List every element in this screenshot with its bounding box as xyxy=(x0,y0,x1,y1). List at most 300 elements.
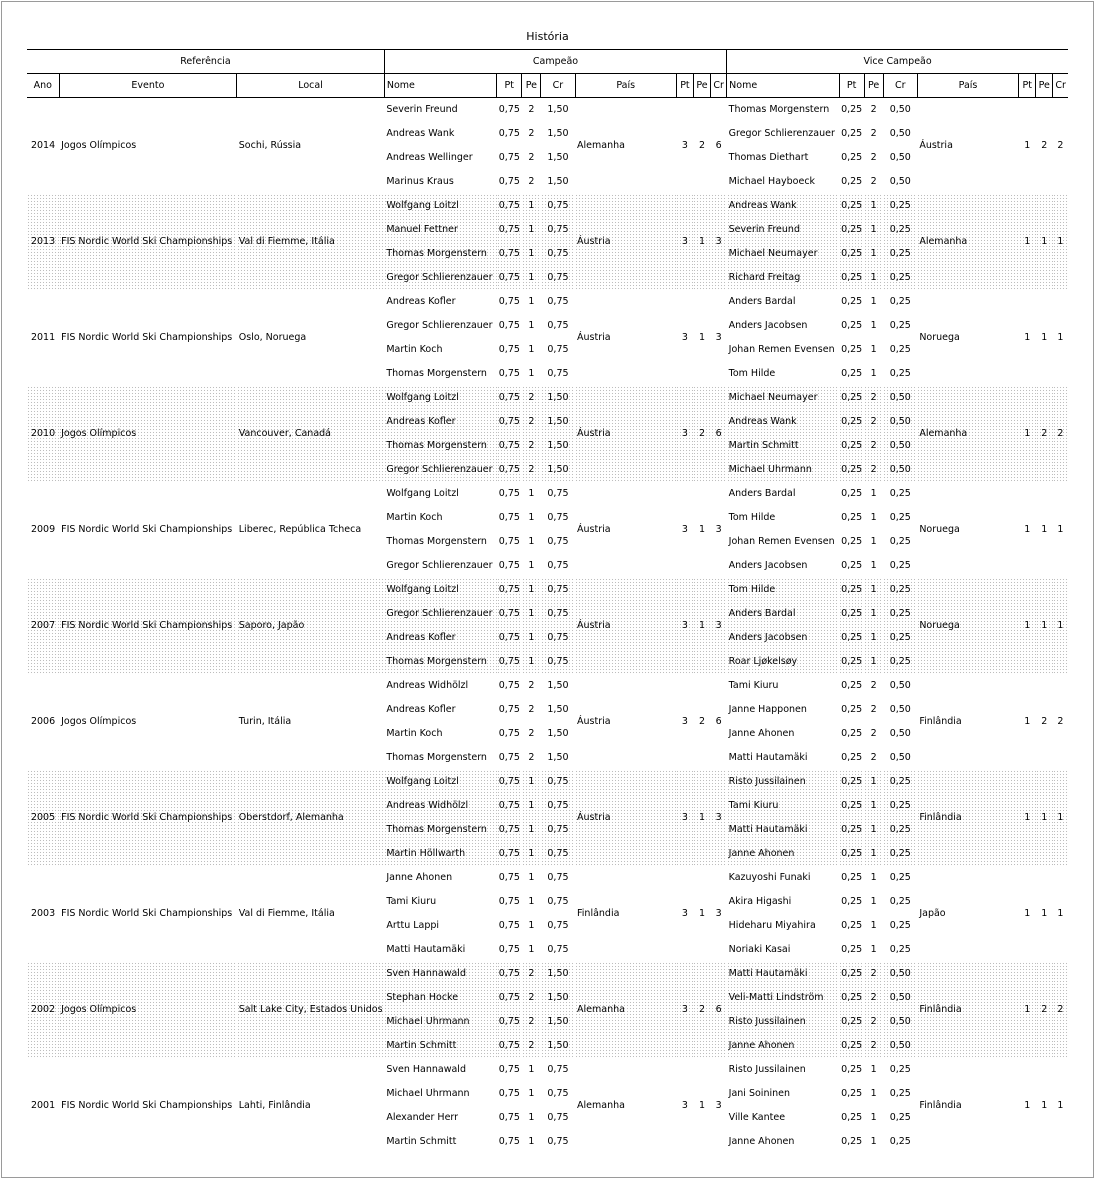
champion-country-cr: 6 xyxy=(715,716,722,727)
runnerup-athlete-pe: 2 xyxy=(864,986,883,1010)
runnerup-country-cr: 1 xyxy=(1057,332,1064,343)
champion-athlete-cr: 0,75 xyxy=(547,1112,569,1123)
col-campeao-pt: Pt xyxy=(497,74,522,98)
runnerup-athlete-name: Johan Remen Evensen xyxy=(728,536,835,547)
runnerup-athlete-pe: 2 xyxy=(864,1010,883,1034)
col-campeao-pais-pe: Pe xyxy=(693,74,710,98)
champion-athlete-pe: 2 xyxy=(528,128,535,139)
champion-country-pe: 1 xyxy=(698,908,705,919)
runnerup-country-cell xyxy=(917,98,1018,194)
runnerup-athlete-pt: 0,25 xyxy=(841,368,863,379)
champion-athlete-name: Martin Schmitt xyxy=(384,1034,496,1058)
runnerup-athlete-cr: 0,25 xyxy=(889,896,911,907)
runnerup-athlete-cr: 0,25 xyxy=(889,296,911,307)
location-cell: Vancouver, Canadá xyxy=(237,386,385,482)
champion-athlete-pe: 2 xyxy=(522,386,541,410)
col-vice-pais-pt: Pt xyxy=(1019,74,1036,98)
champion-athlete-pe: 1 xyxy=(522,794,541,818)
runnerup-athlete-name: Anders Jacobsen xyxy=(728,560,808,571)
champion-athlete-name: Andreas Kofler xyxy=(384,626,496,650)
runnerup-athlete-cr: 0,25 xyxy=(889,1088,911,1099)
runnerup-athlete-pt: 0,25 xyxy=(839,194,864,218)
champion-athlete-pt: 0,75 xyxy=(497,1010,522,1034)
champion-athlete-cr: 0,75 xyxy=(547,1136,569,1147)
champion-country-name: Áustria xyxy=(577,812,611,823)
runnerup-athlete-name: Roar Ljøkelsøy xyxy=(727,650,839,674)
runnerup-athlete-name: Richard Freitag xyxy=(727,266,839,290)
runnerup-country-pe: 1 xyxy=(1041,1100,1048,1111)
champion-athlete-name: Wolfgang Loitzl xyxy=(384,194,496,218)
champion-athlete-pt: 0,75 xyxy=(498,1088,520,1099)
runnerup-athlete-name: Anders Jacobsen xyxy=(728,320,808,331)
champion-country-cr: 6 xyxy=(711,386,727,482)
runnerup-athlete-name: Ville Kantee xyxy=(728,1112,786,1123)
runnerup-athlete-pe: 1 xyxy=(870,536,877,547)
champion-athlete-pe: 1 xyxy=(528,920,535,931)
runnerup-athlete-pe: 1 xyxy=(870,488,877,499)
runnerup-athlete-pt: 0,25 xyxy=(839,266,864,290)
table-row xyxy=(27,1058,1068,1082)
runnerup-country-name: Japão xyxy=(919,908,946,919)
runnerup-athlete-pt: 0,25 xyxy=(841,296,863,307)
group-campeao: Campeão xyxy=(384,50,726,74)
runnerup-country-cell xyxy=(917,482,1018,578)
runnerup-athlete-name: Michael Neumayer xyxy=(727,242,839,266)
champion-country-name: Finlândia xyxy=(577,908,620,919)
champion-athlete-name: Martin Koch xyxy=(386,512,443,523)
champion-athlete-name: Andreas Widhölzl xyxy=(386,680,469,691)
champion-athlete-cr: 0,75 xyxy=(541,578,575,602)
champion-athlete-pe: 2 xyxy=(522,410,541,434)
runnerup-athlete-cr: 0,25 xyxy=(883,794,917,818)
champion-athlete-pe: 1 xyxy=(528,536,535,547)
runnerup-athlete-name: Matti Hautamäki xyxy=(727,818,839,842)
runnerup-athlete-name: Janne Ahonen xyxy=(727,1034,839,1058)
champion-athlete-name: Matti Hautamäki xyxy=(386,944,466,955)
runnerup-country-name: Finlândia xyxy=(919,1100,962,1111)
champion-athlete-cr: 1,50 xyxy=(541,962,575,986)
runnerup-athlete-pe: 1 xyxy=(870,920,877,931)
runnerup-athlete-cr: 0,50 xyxy=(889,680,911,691)
champion-athlete-pt: 0,75 xyxy=(497,986,522,1010)
event-cell: Jogos Olímpicos xyxy=(59,386,237,482)
champion-athlete-pt: 0,75 xyxy=(498,128,520,139)
year-cell: 2005 xyxy=(27,770,59,866)
runnerup-athlete-cr: 0,50 xyxy=(883,962,917,986)
champion-athlete-pt: 0,75 xyxy=(498,1112,520,1123)
runnerup-athlete-pt: 0,25 xyxy=(839,602,864,626)
runnerup-athlete-cr: 0,25 xyxy=(883,842,917,866)
champion-country-pe: 1 xyxy=(698,332,705,343)
champion-athlete-pe: 1 xyxy=(528,944,535,955)
champion-athlete-cr: 0,75 xyxy=(547,944,569,955)
runnerup-athlete-pe: 2 xyxy=(864,458,883,482)
runnerup-country-cell xyxy=(917,674,1018,770)
runnerup-athlete-name: Kazuyoshi Funaki xyxy=(728,872,811,883)
runnerup-country-pe: 2 xyxy=(1036,386,1053,482)
runnerup-athlete-pt: 0,25 xyxy=(841,104,863,116)
champion-country-cell xyxy=(575,962,676,1058)
runnerup-athlete-pt: 0,25 xyxy=(839,242,864,266)
location-cell: Val di Fiemme, Itália xyxy=(238,908,335,919)
location-cell: Lahti, Finlândia xyxy=(238,1100,311,1111)
runnerup-athlete-pe: 2 xyxy=(870,104,877,116)
champion-athlete-cr: 0,75 xyxy=(541,650,575,674)
runnerup-athlete-name: Janne Ahonen xyxy=(728,1136,795,1147)
runnerup-athlete-cr: 0,50 xyxy=(883,386,917,410)
champion-country-cell xyxy=(575,482,676,578)
champion-athlete-pt: 0,75 xyxy=(498,344,520,355)
runnerup-athlete-pe: 1 xyxy=(870,296,877,307)
group-referencia: Referência xyxy=(27,50,384,74)
location-cell: Oberstdorf, Alemanha xyxy=(237,770,385,866)
champion-athlete-name: Gregor Schlierenzauer xyxy=(384,458,496,482)
champion-athlete-pe: 2 xyxy=(522,986,541,1010)
runnerup-country-pe: 2 xyxy=(1036,962,1053,1058)
event-cell: Jogos Olímpicos xyxy=(61,140,137,152)
champion-country-cr: 3 xyxy=(711,194,727,290)
champion-athlete-pt: 0,75 xyxy=(497,242,522,266)
runnerup-country-name: Alemanha xyxy=(919,236,968,247)
champion-athlete-pt: 0,75 xyxy=(497,218,522,242)
champion-athlete-name: Andreas Wank xyxy=(386,128,455,139)
champion-athlete-cr: 0,75 xyxy=(541,242,575,266)
year-cell: 2003 xyxy=(30,908,56,919)
champion-athlete-cr: 0,75 xyxy=(547,368,569,379)
champion-country-pt: 3 xyxy=(681,140,688,152)
champion-athlete-cr: 1,50 xyxy=(541,386,575,410)
runnerup-athlete-name: Risto Jussilainen xyxy=(727,770,839,794)
runnerup-athlete-name: Akira Higashi xyxy=(728,896,792,907)
runnerup-athlete-cr: 0,25 xyxy=(889,944,911,955)
champion-athlete-name: Sven Hannawald xyxy=(384,962,496,986)
runnerup-athlete-cr: 0,25 xyxy=(889,1136,911,1147)
history-table xyxy=(27,49,1068,1154)
champion-athlete-pe: 1 xyxy=(528,1112,535,1123)
runnerup-athlete-name: Thomas Morgenstern xyxy=(728,104,830,116)
year-cell: 2007 xyxy=(27,578,59,674)
runnerup-athlete-pe: 2 xyxy=(864,434,883,458)
runnerup-athlete-pt: 0,25 xyxy=(841,152,863,163)
champion-athlete-name: Alexander Herr xyxy=(386,1112,459,1123)
table-row xyxy=(27,290,1068,314)
runnerup-athlete-name: Andreas Wank xyxy=(727,194,839,218)
runnerup-country-cell xyxy=(917,770,1018,866)
runnerup-athlete-name: Tami Kiuru xyxy=(728,680,779,691)
runnerup-athlete-pe: 1 xyxy=(864,770,883,794)
runnerup-athlete-pt: 0,25 xyxy=(841,344,863,355)
champion-athlete-pe: 1 xyxy=(528,368,535,379)
champion-athlete-pt: 0,75 xyxy=(498,752,520,763)
runnerup-country-pt: 1 xyxy=(1024,1100,1031,1111)
runnerup-country-pe: 2 xyxy=(1041,140,1048,152)
event-cell: FIS Nordic World Ski Championships xyxy=(61,1100,233,1111)
runnerup-athlete-cr: 0,25 xyxy=(889,368,911,379)
champion-athlete-cr: 0,75 xyxy=(547,320,569,331)
champion-country-cr: 3 xyxy=(715,524,722,535)
runnerup-athlete-pt: 0,25 xyxy=(839,794,864,818)
runnerup-athlete-cr: 0,25 xyxy=(883,578,917,602)
champion-athlete-pe: 1 xyxy=(522,650,541,674)
runnerup-athlete-pt: 0,25 xyxy=(839,1010,864,1034)
runnerup-athlete-pt: 0,25 xyxy=(839,626,864,650)
champion-athlete-pt: 0,75 xyxy=(498,488,520,499)
runnerup-country-name: Áustria xyxy=(919,140,953,152)
champion-athlete-cr: 0,75 xyxy=(541,818,575,842)
runnerup-country-pt: 1 xyxy=(1019,386,1036,482)
champion-athlete-pt: 0,75 xyxy=(498,320,520,331)
champion-athlete-pt: 0,75 xyxy=(497,650,522,674)
runnerup-athlete-cr: 0,50 xyxy=(889,704,911,715)
runnerup-athlete-pe: 1 xyxy=(864,650,883,674)
champion-athlete-name: Thomas Morgenstern xyxy=(386,536,487,547)
champion-athlete-name: Andreas Kofler xyxy=(386,296,456,307)
champion-country-pe: 2 xyxy=(698,716,705,727)
champion-country-cr: 3 xyxy=(715,908,722,919)
champion-athlete-pe: 1 xyxy=(528,512,535,523)
champion-country-pe: 2 xyxy=(693,386,710,482)
champion-country-cell xyxy=(575,674,676,770)
champion-athlete-pe: 2 xyxy=(522,458,541,482)
champion-athlete-name: Thomas Morgenstern xyxy=(384,242,496,266)
champion-country-pt: 3 xyxy=(681,716,688,727)
champion-athlete-pe: 2 xyxy=(522,1010,541,1034)
runnerup-athlete-name: Hideharu Miyahira xyxy=(728,920,816,931)
champion-athlete-pe: 1 xyxy=(522,602,541,626)
runnerup-athlete-pt: 0,25 xyxy=(841,1064,863,1075)
runnerup-athlete-cr: 0,25 xyxy=(889,512,911,523)
runnerup-athlete-pe: 2 xyxy=(864,1034,883,1058)
champion-athlete-name: Gregor Schlierenzauer xyxy=(386,320,493,331)
runnerup-country-cr: 1 xyxy=(1057,524,1064,535)
champion-athlete-name: Wolfgang Loitzl xyxy=(386,488,459,499)
col-vice-pe: Pe xyxy=(864,74,883,98)
runnerup-country-pt: 1 xyxy=(1024,140,1031,152)
champion-country-name: Alemanha xyxy=(577,1100,625,1111)
event-cell: FIS Nordic World Ski Championships xyxy=(59,578,237,674)
runnerup-athlete-pe: 1 xyxy=(864,578,883,602)
champion-athlete-cr: 0,75 xyxy=(541,602,575,626)
runnerup-country-pe: 1 xyxy=(1036,578,1053,674)
runnerup-athlete-pe: 1 xyxy=(870,896,877,907)
champion-athlete-name: Michael Uhrmann xyxy=(386,1088,470,1099)
champion-athlete-pe: 2 xyxy=(528,752,535,763)
champion-athlete-pe: 1 xyxy=(522,626,541,650)
champion-athlete-pe: 1 xyxy=(528,296,535,307)
champion-athlete-cr: 0,75 xyxy=(541,194,575,218)
runnerup-athlete-cr: 0,50 xyxy=(889,104,911,116)
runnerup-country-name: Alemanha xyxy=(919,428,968,439)
runnerup-athlete-pe: 1 xyxy=(864,818,883,842)
champion-athlete-pt: 0,75 xyxy=(497,1034,522,1058)
champion-athlete-name: Martin Koch xyxy=(386,344,443,355)
champion-athlete-cr: 0,75 xyxy=(547,896,569,907)
champion-athlete-cr: 1,50 xyxy=(547,728,569,739)
champion-athlete-cr: 1,50 xyxy=(547,176,569,187)
runnerup-athlete-pt: 0,25 xyxy=(841,128,863,139)
location-cell: Turin, Itália xyxy=(238,716,292,727)
runnerup-athlete-cr: 0,50 xyxy=(889,728,911,739)
champion-athlete-pe: 1 xyxy=(528,1136,535,1147)
runnerup-athlete-pt: 0,25 xyxy=(841,728,863,739)
champion-athlete-pt: 0,75 xyxy=(497,602,522,626)
runnerup-athlete-name: Tom Hilde xyxy=(728,512,776,523)
runnerup-athlete-cr: 0,25 xyxy=(889,536,911,547)
event-cell: Jogos Olímpicos xyxy=(59,962,237,1058)
runnerup-athlete-pt: 0,25 xyxy=(841,536,863,547)
runnerup-athlete-pe: 2 xyxy=(870,752,877,763)
runnerup-athlete-pe: 2 xyxy=(870,128,877,139)
champion-athlete-pe: 2 xyxy=(528,104,535,116)
champion-athlete-pt: 0,75 xyxy=(497,794,522,818)
runnerup-country-name: Finlândia xyxy=(919,812,962,823)
champion-athlete-pt: 0,75 xyxy=(498,1136,520,1147)
runnerup-country-cell xyxy=(917,290,1018,386)
page-title: História xyxy=(526,30,569,43)
champion-athlete-cr: 0,75 xyxy=(541,794,575,818)
group-vice: Vice Campeão xyxy=(727,50,1068,74)
champion-athlete-name: Martin Koch xyxy=(386,728,443,739)
champion-athlete-pe: 1 xyxy=(528,1064,535,1075)
champion-athlete-pt: 0,75 xyxy=(498,152,520,163)
champion-athlete-pt: 0,75 xyxy=(498,536,520,547)
runnerup-athlete-cr: 0,50 xyxy=(883,434,917,458)
champion-country-pt: 3 xyxy=(676,962,693,1058)
champion-athlete-pt: 0,75 xyxy=(497,410,522,434)
champion-athlete-cr: 0,75 xyxy=(547,488,569,499)
champion-athlete-name: Thomas Morgenstern xyxy=(386,752,487,763)
runnerup-athlete-name: Janne Ahonen xyxy=(728,728,795,739)
runnerup-athlete-name: Anders Bardal xyxy=(728,296,796,307)
champion-athlete-pt: 0,75 xyxy=(497,458,522,482)
runnerup-athlete-pt: 0,25 xyxy=(841,680,863,691)
col-vice-pais-pe: Pe xyxy=(1036,74,1053,98)
champion-country-pt: 3 xyxy=(676,770,693,866)
champion-athlete-cr: 0,75 xyxy=(547,1088,569,1099)
runnerup-athlete-pt: 0,25 xyxy=(839,434,864,458)
runnerup-athlete-pe: 1 xyxy=(870,512,877,523)
location-cell: Oslo, Noruega xyxy=(238,332,307,343)
runnerup-country-pt: 1 xyxy=(1019,962,1036,1058)
champion-athlete-pe: 2 xyxy=(522,962,541,986)
runnerup-country-name: Finlândia xyxy=(919,716,962,727)
runnerup-country-pt: 1 xyxy=(1024,716,1031,727)
champion-country-cell xyxy=(575,386,676,482)
champion-country-name: Áustria xyxy=(577,524,611,535)
runnerup-athlete-pe: 2 xyxy=(870,728,877,739)
runnerup-athlete-pt: 0,25 xyxy=(839,386,864,410)
champion-athlete-cr: 1,50 xyxy=(547,752,569,763)
runnerup-athlete-name: Matti Hautamäki xyxy=(728,752,808,763)
champion-athlete-pt: 0,75 xyxy=(497,842,522,866)
runnerup-athlete-cr: 0,50 xyxy=(883,458,917,482)
runnerup-athlete-pe: 1 xyxy=(864,194,883,218)
runnerup-athlete-pe: 1 xyxy=(864,218,883,242)
runnerup-athlete-pt: 0,25 xyxy=(841,704,863,715)
champion-country-pe: 1 xyxy=(693,770,710,866)
champion-athlete-name: Manuel Fettner xyxy=(384,218,496,242)
runnerup-country-pe: 2 xyxy=(1041,716,1048,727)
champion-athlete-cr: 0,75 xyxy=(541,266,575,290)
champion-country-name: Áustria xyxy=(577,236,611,247)
champion-athlete-pe: 1 xyxy=(528,488,535,499)
champion-athlete-pt: 0,75 xyxy=(498,680,520,691)
runnerup-athlete-name: Andreas Wank xyxy=(727,410,839,434)
year-cell: 2013 xyxy=(27,194,59,290)
champion-athlete-pt: 0,75 xyxy=(498,1064,520,1075)
champion-athlete-name: Andreas Kofler xyxy=(384,410,496,434)
runnerup-country-name: Noruega xyxy=(919,524,960,535)
runnerup-athlete-pt: 0,25 xyxy=(841,752,863,763)
champion-country-cell xyxy=(575,578,676,674)
champion-country-name: Áustria xyxy=(577,716,611,727)
champion-athlete-pe: 1 xyxy=(528,896,535,907)
champion-athlete-name: Gregor Schlierenzauer xyxy=(384,602,496,626)
champion-athlete-name: Marinus Kraus xyxy=(386,176,454,187)
runnerup-athlete-cr: 0,50 xyxy=(889,128,911,139)
runnerup-athlete-name: Gregor Schlierenzauer xyxy=(728,128,835,139)
runnerup-athlete-pt: 0,25 xyxy=(841,1088,863,1099)
champion-athlete-pe: 1 xyxy=(522,242,541,266)
champion-athlete-cr: 0,75 xyxy=(547,872,569,883)
champion-athlete-pe: 2 xyxy=(522,1034,541,1058)
champion-athlete-pe: 1 xyxy=(522,842,541,866)
col-vice-cr: Cr xyxy=(883,74,917,98)
table-row xyxy=(27,98,1068,122)
table-row xyxy=(27,194,1068,218)
champion-athlete-pt: 0,75 xyxy=(498,920,520,931)
runnerup-athlete-cr: 0,25 xyxy=(883,626,917,650)
runnerup-athlete-pe: 1 xyxy=(870,1064,877,1075)
runnerup-athlete-pe: 1 xyxy=(870,944,877,955)
champion-athlete-pe: 1 xyxy=(522,266,541,290)
runnerup-athlete-pe: 2 xyxy=(864,962,883,986)
runnerup-athlete-pt: 0,25 xyxy=(841,872,863,883)
champion-athlete-pt: 0,75 xyxy=(497,386,522,410)
champion-country-pe: 1 xyxy=(693,194,710,290)
runnerup-athlete-pt: 0,25 xyxy=(841,896,863,907)
runnerup-athlete-pe: 2 xyxy=(864,386,883,410)
champion-athlete-pe: 2 xyxy=(522,434,541,458)
col-ano: Ano xyxy=(27,74,59,98)
champion-country-cr: 3 xyxy=(715,1100,722,1111)
runnerup-athlete-pe: 1 xyxy=(870,872,877,883)
runnerup-athlete-pt: 0,25 xyxy=(839,818,864,842)
champion-athlete-pt: 0,75 xyxy=(498,512,520,523)
champion-athlete-cr: 1,50 xyxy=(547,104,569,116)
location-cell: Saporo, Japão xyxy=(237,578,385,674)
column-header-row xyxy=(27,74,1068,98)
champion-country-name: Áustria xyxy=(577,620,611,631)
runnerup-country-pe: 1 xyxy=(1041,332,1048,343)
col-campeao-pe: Pe xyxy=(522,74,541,98)
champion-athlete-pt: 0,75 xyxy=(497,266,522,290)
runnerup-athlete-name: Noriaki Kasai xyxy=(728,944,791,955)
champion-athlete-pt: 0,75 xyxy=(498,104,520,116)
champion-athlete-name: Andreas Kofler xyxy=(386,704,456,715)
champion-country-cr: 3 xyxy=(715,332,722,343)
runnerup-athlete-cr: 0,50 xyxy=(883,986,917,1010)
runnerup-country-name: Noruega xyxy=(919,332,960,343)
event-cell: FIS Nordic World Ski Championships xyxy=(61,332,233,343)
champion-country-pt: 3 xyxy=(676,578,693,674)
runnerup-athlete-pt: 0,25 xyxy=(839,410,864,434)
runnerup-athlete-pe: 1 xyxy=(864,626,883,650)
runnerup-country-cr: 2 xyxy=(1057,140,1064,152)
champion-athlete-cr: 0,75 xyxy=(547,1064,569,1075)
runnerup-country-name: Noruega xyxy=(919,620,960,631)
champion-athlete-pe: 2 xyxy=(528,680,535,691)
